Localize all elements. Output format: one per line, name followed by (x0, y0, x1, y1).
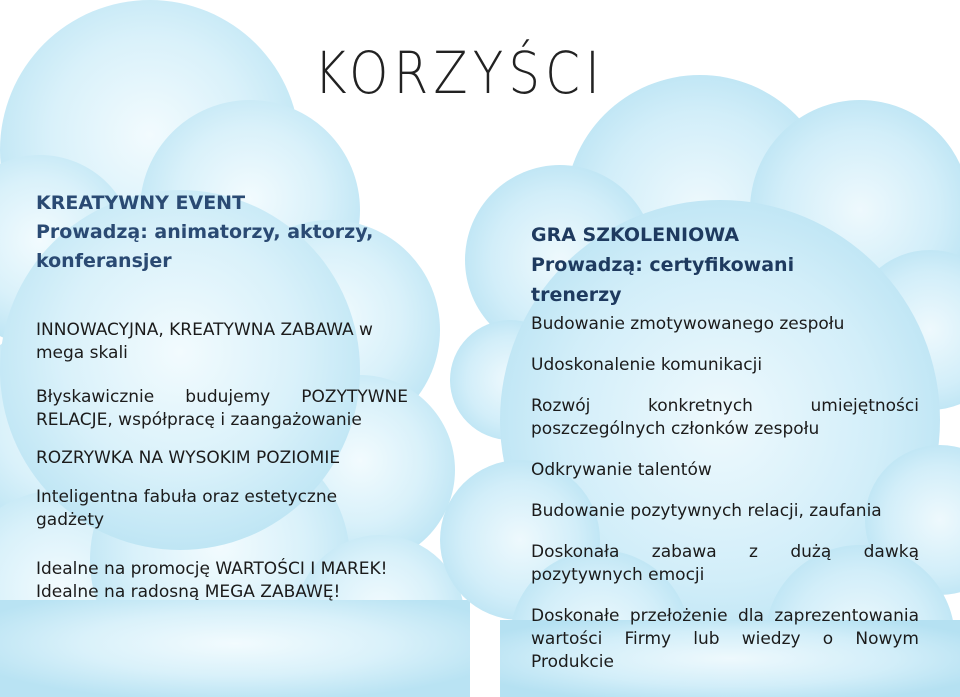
right-item: Doskonałe przełożenie dla zaprezentowania wartości Firmy lub wiedzy o Nowym Produkcie (531, 606, 919, 672)
left-item: Idealne na radosną MEGA ZABAWĘ! (36, 582, 341, 602)
left-item: Inteligentna fabuła oraz estetyczne gadżety (36, 487, 338, 530)
right-item: Budowanie pozytywnych relacji, zaufania (531, 501, 882, 521)
left-item: Błyskawicznie budujemy POZYTYWNE RELACJE, współpracę i zaangażowanie (36, 387, 408, 430)
page-title: KORZYŚCI (314, 39, 606, 107)
left-column (36, 189, 408, 604)
right-item: Budowanie zmotywowanego zespołu (531, 314, 845, 334)
right-item: Odkrywanie talentów (531, 460, 712, 480)
right-heading-subtitle: Prowadzą: certyfikowani trenerzy (531, 254, 795, 306)
left-heading-subtitle: Prowadzą: animatorzy, aktorzy, konferansjer (36, 221, 374, 272)
left-heading-title: KREATYWNY EVENT (36, 192, 246, 214)
left-item: Idealne na promocję WARTOŚCI I MAREK! (36, 559, 388, 579)
left-item: ROZRYWKA NA WYSOKIM POZIOMIE (36, 448, 341, 468)
right-item: Doskonała zabawa z dużą dawką pozytywnych emocji (531, 542, 919, 585)
right-item: Udoskonalenie komunikacji (531, 355, 763, 375)
right-column (531, 220, 919, 674)
left-item: INNOWACYJNA, KREATYWNA ZABAWA w mega skali (36, 320, 373, 363)
right-heading-title: GRA SZKOLENIOWA (531, 224, 740, 246)
right-item: Rozwój konkretnych umiejętności poszczególnych członków zespołu (531, 396, 919, 439)
